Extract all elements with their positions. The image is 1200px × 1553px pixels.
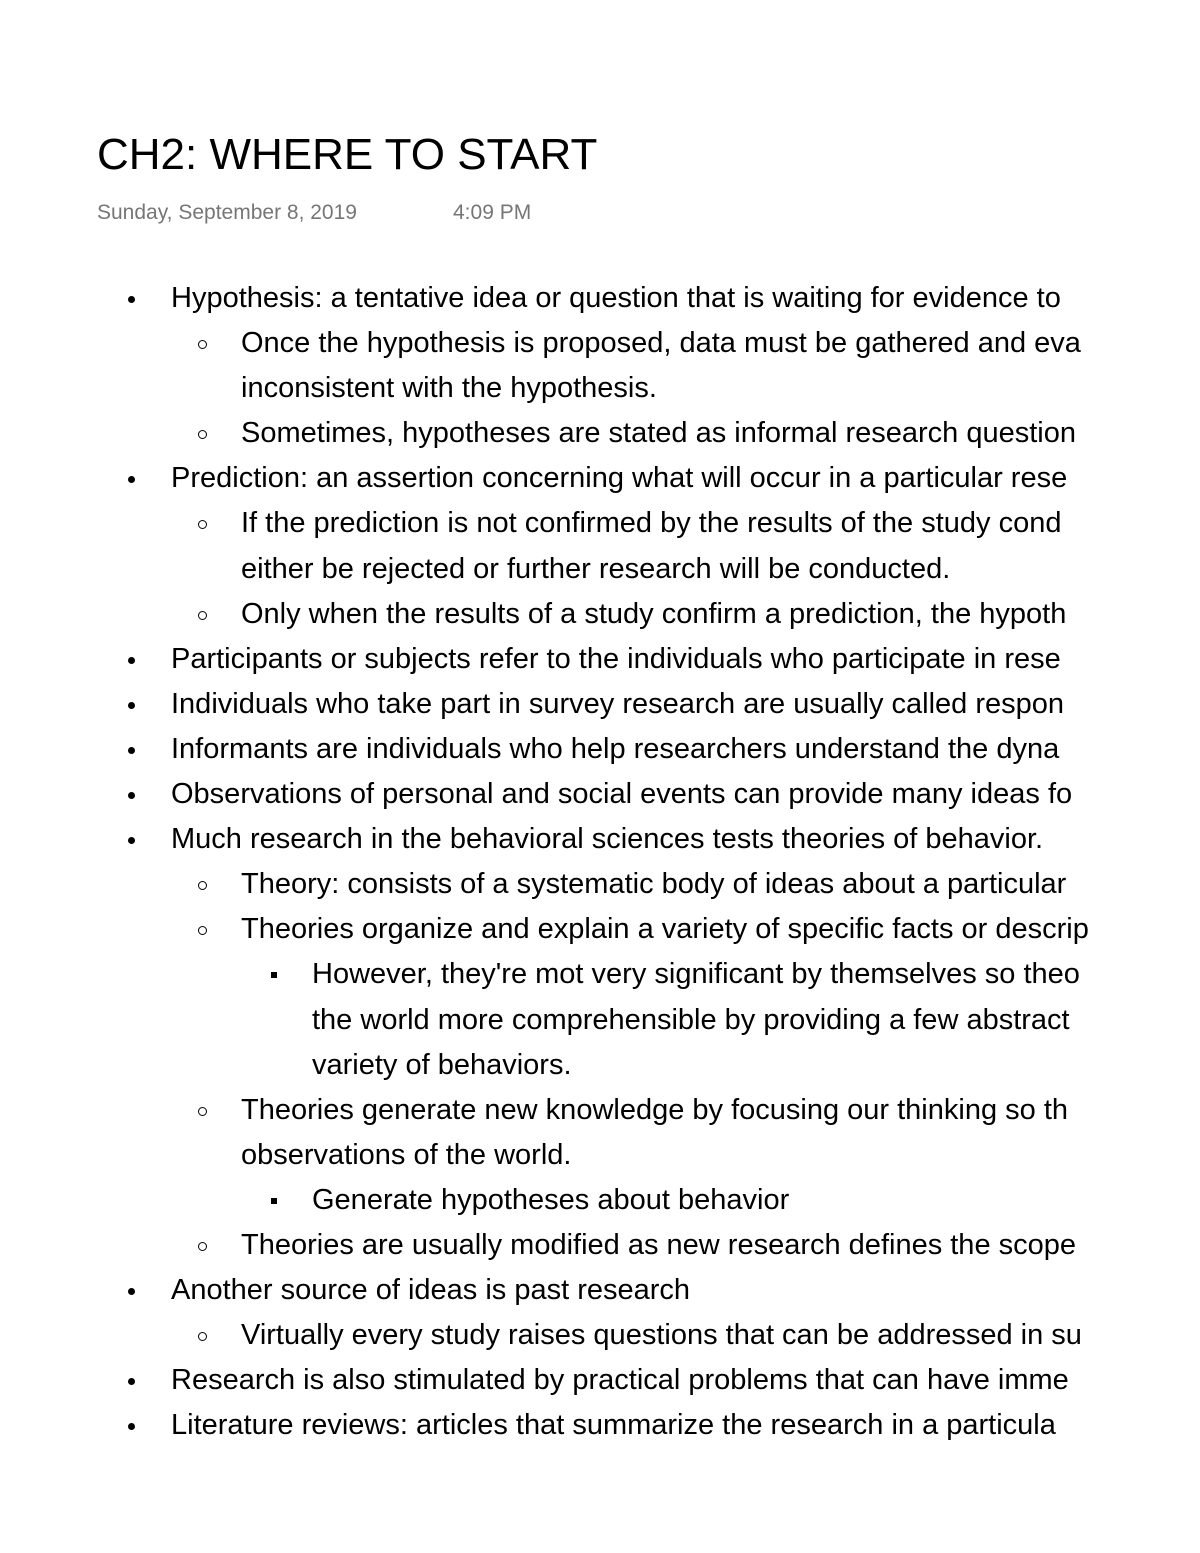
note-line-text: Theory: consists of a systematic body of ideas about a particular: [241, 868, 1067, 901]
bullet-dot-icon: [128, 747, 135, 754]
note-line-text: However, they're mot very significant by themselves so theo: [312, 958, 1080, 991]
note-line-text: either be rejected or further research will be conducted.: [241, 552, 951, 585]
note-line: [0, 592, 1200, 637]
note-line-text: If the prediction is not confirmed by the results of the study cond: [241, 507, 1062, 540]
note-line-text: Prediction: an assertion concerning what will occur in a particular rese: [171, 462, 1068, 495]
note-line: [0, 1223, 1200, 1268]
note-line-text: Sometimes, hypotheses are stated as informal research question: [241, 417, 1076, 450]
note-line-text: Hypothesis: a tentative idea or question that is waiting for evidence to: [171, 282, 1061, 314]
bullet-dot-icon: [128, 1288, 135, 1295]
note-line: [0, 682, 1200, 727]
note-line-text: the world more comprehensible by providing a few abstract: [312, 1003, 1070, 1036]
note-line: [0, 862, 1200, 907]
note-line-text: Literature reviews: articles that summarize the research in a particula: [171, 1409, 1056, 1442]
note-line-text: Theories are usually modified as new research defines the scope: [241, 1228, 1077, 1261]
note-line: [0, 1313, 1200, 1358]
note-line: [0, 1088, 1200, 1133]
note-line-text: variety of behaviors.: [312, 1048, 572, 1081]
note-line-text: Participants or subjects refer to the individuals who participate in rese: [171, 642, 1061, 675]
note-line-text: Virtually every study raises questions that can be addressed in su: [241, 1319, 1082, 1352]
bullet-dot-icon: [128, 792, 135, 799]
bullet-circle-icon: [198, 1242, 207, 1251]
note-line: [0, 1358, 1200, 1403]
note-line: [0, 411, 1200, 456]
bullet-circle-icon: [198, 611, 207, 620]
note-line: [0, 501, 1200, 546]
note-line: [0, 547, 1200, 592]
note-line-text: Theories organize and explain a variety of specific facts or descrip: [241, 913, 1089, 946]
note-line: [0, 952, 1200, 997]
note-line-text: Informants are individuals who help researchers understand the dyna: [171, 732, 1060, 765]
bullet-circle-icon: [198, 520, 207, 529]
bullet-circle-icon: [198, 926, 207, 935]
note-line: [0, 907, 1200, 952]
note-line-text: Generate hypotheses about behavior: [312, 1183, 790, 1216]
bullet-dot-icon: [128, 1378, 135, 1385]
note-line: [0, 1043, 1200, 1088]
note-line-text: Only when the results of a study confirm a prediction, the hypoth: [241, 597, 1067, 630]
note-line-text: observations of the world.: [241, 1138, 572, 1171]
bullet-dot-icon: [128, 296, 135, 303]
bullet-circle-icon: [198, 1107, 207, 1116]
note-line: [0, 637, 1200, 682]
note-line-text: inconsistent with the hypothesis.: [241, 372, 657, 405]
note-line: [0, 456, 1200, 501]
note-line: [0, 366, 1200, 411]
note-time: 4:09 PM: [453, 201, 532, 224]
bullet-circle-icon: [198, 1332, 207, 1341]
note-date: Sunday, September 8, 2019: [97, 201, 357, 224]
note-body: [0, 276, 1200, 1448]
note-line-text: Another source of ideas is past research: [171, 1274, 691, 1307]
note-line-text: Observations of personal and social events can provide many ideas fo: [171, 778, 1073, 811]
bullet-circle-icon: [198, 340, 207, 349]
note-line: [0, 276, 1200, 321]
page-title: CH2: WHERE TO START: [97, 130, 598, 179]
note-line: [0, 1403, 1200, 1448]
note-line: [0, 727, 1200, 772]
note-line: [0, 321, 1200, 366]
bullet-dot-icon: [128, 476, 135, 483]
note-line: [0, 1133, 1200, 1178]
note-line: [0, 1178, 1200, 1223]
note-line-text: Once the hypothesis is proposed, data must be gathered and eva: [241, 327, 1081, 360]
bullet-square-icon: [271, 972, 277, 978]
bullet-square-icon: [271, 1198, 277, 1204]
bullet-dot-icon: [128, 1423, 135, 1430]
note-line-text: Individuals who take part in survey research are usually called respon: [171, 687, 1065, 720]
note-line-text: Much research in the behavioral sciences tests theories of behavior.: [171, 823, 1044, 856]
bullet-dot-icon: [128, 702, 135, 709]
bullet-dot-icon: [128, 837, 135, 844]
bullet-circle-icon: [198, 430, 207, 439]
note-line-text: Research is also stimulated by practical problems that can have imme: [171, 1364, 1069, 1397]
bullet-circle-icon: [198, 881, 207, 890]
note-line: [0, 998, 1200, 1043]
bullet-dot-icon: [128, 657, 135, 664]
note-line-text: Theories generate new knowledge by focusing our thinking so th: [241, 1093, 1069, 1126]
note-line: [0, 772, 1200, 817]
note-line: [0, 817, 1200, 862]
note-line: [0, 1268, 1200, 1313]
note-timestamp: [97, 201, 532, 225]
